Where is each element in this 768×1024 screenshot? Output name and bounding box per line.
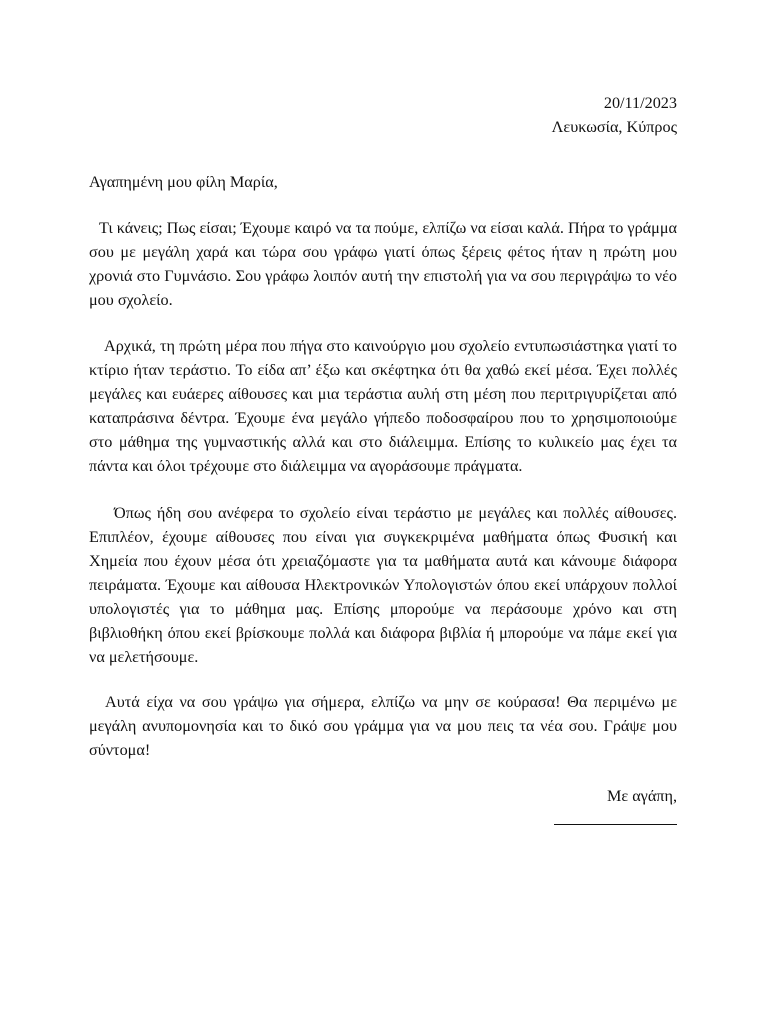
paragraph-intro: Τι κάνεις; Πως είσαι; Έχουμε καιρό να τα πούμε, ελπίζω να είσαι καλά. Πήρα το γράμμα σου με μεγάλη χαρά και τώρα σου γράφω γιατί όπως ξέρεις φέτος ήταν η πρώτη μου χρονιά στο Γυμνάσιο. Σου γράφω λοιπόν αυτή την επιστολή για να σου περιγράψω το νέο μου σχολείο. (89, 219, 677, 309)
letter-greeting: Αγαπημένη μου φίλη Μαρία, (89, 173, 278, 191)
letter-closing: Με αγάπη, (606, 787, 677, 805)
signature-line (554, 824, 677, 825)
paragraph-conclusion: Αυτά είχα να σου γράψω για σήμερα, ελπίζω να μην σε κούρασα! Θα περιμένω με μεγάλη ανυπομονησία και το δικό σου γράμμα για να μου πεις τα νέα σου. Γράψε μου σύντομα! (89, 693, 677, 759)
date-place-block (89, 91, 677, 139)
letter-place: Λευκωσία, Κύπρος (551, 118, 677, 136)
paragraph-building: Αρχικά, τη πρώτη μέρα που πήγα στο καινούργιο μου σχολείο εντυπωσιάστηκα γιατί το κτίριο ήταν τεράστιο. Το είδα απ’ έξω και σκέφτηκα ότι θα χαθώ εκεί μέσα. Έχει πολλές μεγάλες και ευάερες αίθουσες και μια τεράστια αυλή στη μέση που περιτριγυρίζεται από καταπράσινα δέντρα. Έχουμε ένα μεγάλο γήπεδο ποδοσφαίρου που το χρησιμοποιούμε στο μάθημα της γυμναστικής αλλά και στο διάλειμμα. Επίσης το κυλικείο μας έχει τα πάντα και όλοι τρέχουμε στο διάλειμμα να αγοράσουμε πράγματα. (89, 337, 677, 475)
letter-page (89, 91, 677, 825)
paragraph-classrooms: Όπως ήδη σου ανέφερα το σχολείο είναι τεράστιο με μεγάλες και πολλές αίθουσες. Επιπλέον, έχουμε αίθουσες που είναι για συγκεκριμένα μαθήματα όπως Φυσική και Χημεία που έχουν μέσα ότι χρειαζόμαστε για τα μαθήματα αυτά και κάνουμε διάφορα πειράματα. Έχουμε και αίθουσα Ηλεκτρονικών Υπολογιστών όπου εκεί υπάρχουν πολλοί υπολογιστές για το μάθημα μας. Επίσης μπορούμε να περάσουμε χρόνο και στη βιβλιοθήκη όπου εκεί βρίσκουμε πολλά και διάφορα βιβλία ή μπορούμε να πάμε εκεί για να μελετήσουμε. (89, 504, 677, 666)
letter-date: 20/11/2023 (603, 94, 677, 112)
